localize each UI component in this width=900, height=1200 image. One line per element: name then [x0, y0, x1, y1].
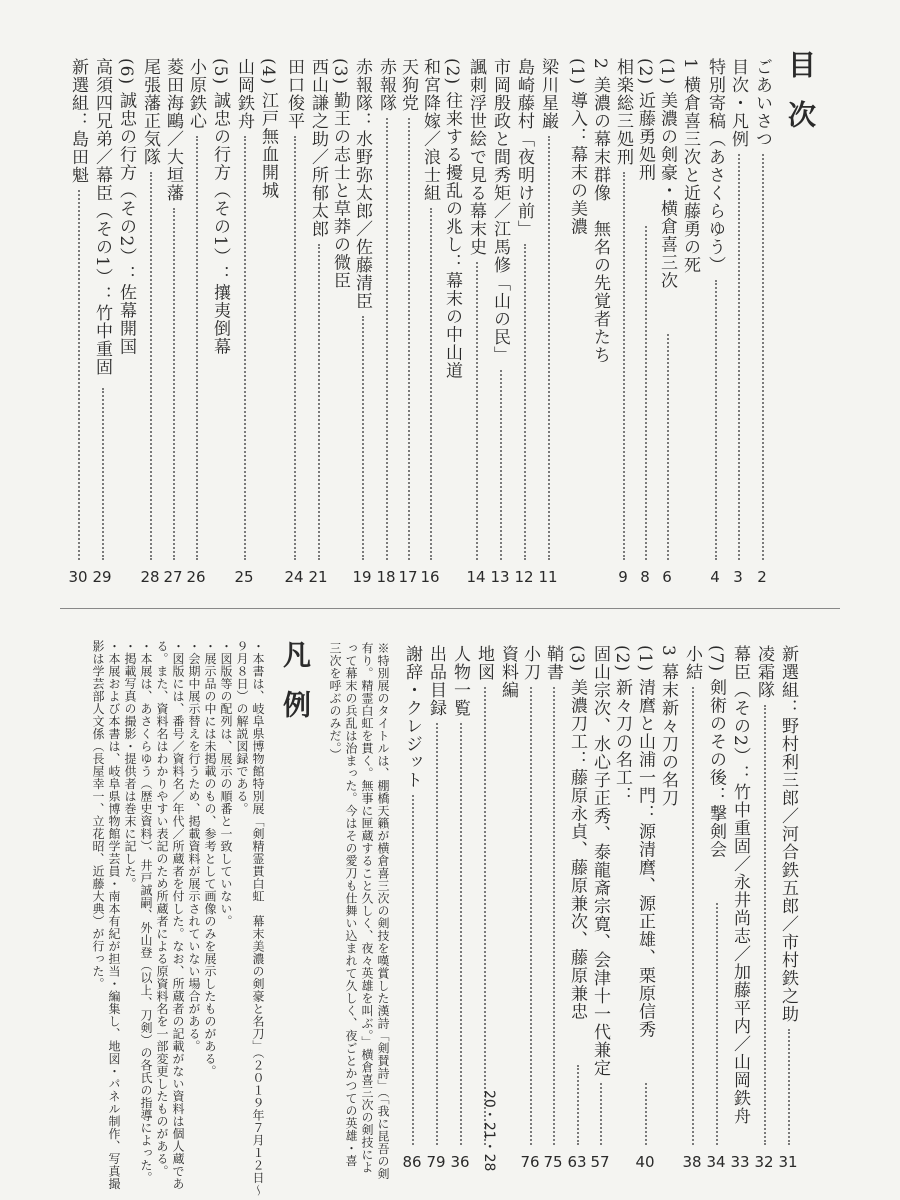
page-number: 18: [376, 568, 396, 586]
toc-entry: 梁川星巌: [538, 58, 558, 130]
page-number: 3: [733, 568, 743, 586]
toc-entry: (5) 誠忠の行方（その1）：攘夷倒幕: [210, 58, 230, 356]
dot-leader: [78, 190, 80, 560]
note-line: ・展示品の中には未掲載のもの、参考として画像のみを展示したものがある。: [203, 640, 217, 1078]
page-number: 21: [308, 568, 328, 586]
toc-entry: 菱田海鷗／大垣藩: [163, 58, 183, 202]
toc-entry: (4) 江戸無血開城: [258, 58, 278, 200]
page-number: 76: [520, 1153, 540, 1171]
toc-entry: 幕臣（その2）：竹中重固／永井尚志／加藤平内／山岡鉄舟: [730, 645, 750, 1125]
page-number: 40: [635, 1153, 655, 1171]
dot-leader: [667, 334, 669, 560]
dot-leader: [408, 118, 410, 560]
page-number: 79: [426, 1153, 446, 1171]
toc-entry: 出品目録: [426, 645, 446, 717]
note-line: ・本書は、岐阜県博物館特別展「剣精霊貫白虹 幕末美濃の剣豪と名刀」（２０１９年７月１２日〜: [251, 640, 265, 1197]
note-line: ・本展は、あさくらゆう（歴史資料）、井戸誠嗣、外山登（以上、刀剣）の各氏の指導によった。: [139, 640, 153, 1184]
page-number: 24: [284, 568, 304, 586]
page-number: 20・21・28: [481, 1090, 497, 1172]
page-number: 36: [450, 1153, 470, 1171]
dot-leader: [548, 136, 550, 560]
dot-leader: [577, 1065, 579, 1145]
title-note-line: って幕末の兵乱は治まった。今はその愛刀も仕舞い込まれて久しく、夜ごとかつての英雄・喜: [344, 642, 358, 1167]
toc-entry: 島崎藤村「夜明け前」: [514, 58, 534, 238]
dot-leader: [476, 262, 478, 560]
page-number: 13: [490, 568, 510, 586]
toc-entry: 凌霜隊: [754, 645, 774, 699]
note-line: 影は学芸部人文係（長屋幸一、立花昭、近藤大典）が行った。: [91, 640, 105, 990]
page-number: 86: [402, 1153, 422, 1171]
dot-leader: [484, 687, 486, 1145]
title-note-line: 三次を呼ぶのみだ。）: [328, 642, 342, 761]
note-line: ・掲載写真の撮影・提供者は巻末に記した。: [123, 640, 137, 890]
toc-entry: (1) 導入：幕末の美濃: [567, 58, 587, 236]
page-number: 63: [567, 1153, 587, 1171]
toc-entry: (3) 美濃刀工：藤原永貞、藤原兼次、藤原兼忠: [567, 645, 587, 1021]
toc-entry: 田口俊平: [284, 58, 304, 130]
dot-leader: [460, 723, 462, 1145]
note-line: ・図版等の配列は、展示の順番と一致していない。: [219, 640, 233, 928]
toc-entry: 小刀: [520, 645, 540, 681]
page-number: 12: [514, 568, 534, 586]
page-number: 38: [682, 1153, 702, 1171]
dot-leader: [386, 118, 388, 560]
page-number: 27: [163, 568, 183, 586]
page-number: 30: [68, 568, 88, 586]
page-number: 34: [706, 1153, 726, 1171]
toc-heading: 目次: [784, 50, 817, 150]
page-number: 11: [538, 568, 558, 586]
dot-leader: [436, 723, 438, 1145]
toc-entry: 尾張藩正気隊: [140, 58, 160, 166]
page-number: 28: [140, 568, 160, 586]
page-number: 16: [420, 568, 440, 586]
page-number: 8: [640, 568, 650, 586]
note-line: る。また、資料名はわかりやすい表記のため所蔵者による原資料名を一部変更したものがある。: [155, 640, 169, 1178]
toc-entry: 天狗党: [398, 58, 418, 112]
title-note-line: 有り。精霊白虹を貫く。無事に匣蔵すること久しく、夜々英雄を叫ぶ。」横倉喜三次の剣技によ: [360, 642, 374, 1174]
page-number: 26: [186, 568, 206, 586]
page-number: 9: [618, 568, 628, 586]
toc-entry: 特別寄稿（あさくらゆう）: [705, 58, 725, 274]
page-number: 25: [234, 568, 254, 586]
dot-leader: [102, 388, 104, 560]
dot-leader: [716, 903, 718, 1145]
toc-entry: (6) 誠忠の行方（その2）：佐幕開国: [116, 58, 136, 356]
toc-entry: (7) 剣術のその後：撃剣会: [706, 645, 726, 859]
toc-entry: 西山謙之助／所郁太郎: [308, 58, 328, 238]
dot-leader: [645, 1083, 647, 1145]
toc-entry: 和宮降嫁／浪士組: [420, 58, 440, 202]
page-number: 17: [398, 568, 418, 586]
toc-entry: 謝辞・クレジット: [402, 645, 422, 789]
toc-entry: 小原鉄心: [186, 58, 206, 130]
toc-entry: 3 幕末新々刀の名刀: [658, 645, 678, 808]
page-number: 32: [754, 1153, 774, 1171]
title-note-line: ※特別展のタイトルは、棚橋天籟が横倉喜三次の剣技を嘆賞した漢詩「剣賛詩」（「我に昆吾の剣: [376, 642, 390, 1180]
toc-entry: 赤報隊：水野弥太郎／佐藤清臣: [352, 58, 372, 310]
note-line: ９月８日）の解説図録である。: [235, 640, 249, 815]
dot-leader: [524, 244, 526, 560]
toc-entry: 2 美濃の幕末群像 無名の先覚者たち: [590, 58, 610, 365]
toc-entry: (3) 勤王の志士と草莽の微臣: [330, 58, 350, 290]
page-number: 29: [92, 568, 112, 586]
toc-entry: ごあいさつ: [752, 58, 772, 148]
toc-entry: 相楽総三処刑: [613, 58, 633, 166]
dot-leader: [600, 1083, 602, 1145]
dot-leader: [173, 208, 175, 560]
toc-entry: 高須四兄弟／幕臣（その1）：竹中重固: [92, 58, 112, 376]
dot-leader: [500, 370, 502, 560]
toc-entry: 1 横倉喜三次と近藤勇の死: [680, 58, 700, 275]
toc-entry: (2) 近藤勇処刑: [635, 58, 655, 182]
page-number: 57: [590, 1153, 610, 1171]
dot-leader: [738, 154, 740, 560]
toc-entry: 赤報隊: [376, 58, 396, 112]
dot-leader: [764, 705, 766, 1145]
dot-leader: [762, 154, 764, 560]
page-number: 2: [757, 568, 767, 586]
dot-leader: [645, 226, 647, 560]
toc-entry: 鞘書: [543, 645, 563, 681]
dot-leader: [318, 244, 320, 560]
note-line: ・図版には、番号／資料名／年代／所蔵者を付した。なお、所蔵者の記載がない資料は個人蔵であ: [171, 640, 185, 1190]
toc-entry: 人物一覧: [450, 645, 470, 717]
toc-entry: 市岡殷政と間秀矩／江馬修「山の民」: [490, 58, 510, 364]
dot-leader: [430, 208, 432, 560]
page-number: 14: [466, 568, 486, 586]
page-number: 31: [778, 1153, 798, 1171]
dot-leader: [530, 687, 532, 1145]
note-line: ・本展および本書は、岐阜県博物館学芸員・南本有紀が担当・編集し、地図・パネル制作、写真撮: [107, 640, 121, 1190]
dot-leader: [623, 172, 625, 560]
toc-entry: 山岡鉄舟: [234, 58, 254, 130]
dot-leader: [715, 280, 717, 560]
dot-leader: [362, 316, 364, 560]
toc-entry: 諷刺浮世絵で見る幕末史: [466, 58, 486, 256]
toc-entry: 新選組：島田魁: [68, 58, 88, 184]
toc-entry: (1) 清麿と山浦一門：源清麿、源正雄、栗原信秀: [635, 645, 655, 1039]
toc-entry: 資料編: [498, 645, 518, 699]
dot-leader: [150, 172, 152, 560]
page-number: 33: [730, 1153, 750, 1171]
toc-entry: 小結: [682, 645, 702, 681]
page-number: 6: [662, 568, 672, 586]
note-line: ・会期中展示替えを行うため、掲載資料が展示されていない場合がある。: [187, 640, 201, 1053]
dot-leader: [692, 687, 694, 1145]
dot-leader: [244, 136, 246, 560]
page-number: 19: [352, 568, 372, 586]
toc-entry: (1) 美濃の剣豪・横倉喜三次: [657, 58, 677, 290]
toc-entry: (2) 往来する擾乱の兆し：幕末の中山道: [442, 58, 462, 380]
page-number: 75: [543, 1153, 563, 1171]
toc-entry: 固山宗次、水心子正秀、泰龍斎宗寛、会津十一代兼定: [590, 645, 610, 1077]
toc-entry: 新選組：野村利三郎／河合鉄五郎／市村鉄之助: [778, 645, 798, 1023]
notes-heading: 凡例: [279, 640, 312, 740]
toc-entry: 目次・凡例: [728, 58, 748, 148]
dot-leader: [788, 1029, 790, 1145]
dot-leader: [412, 795, 414, 1145]
toc-entry: (2) 新々刀の名工：: [612, 645, 632, 805]
dot-leader: [196, 136, 198, 560]
dot-leader: [553, 687, 555, 1145]
section-divider: [60, 608, 840, 609]
page-number: 4: [710, 568, 720, 586]
toc-entry: 地図: [474, 645, 494, 681]
dot-leader: [294, 136, 296, 560]
